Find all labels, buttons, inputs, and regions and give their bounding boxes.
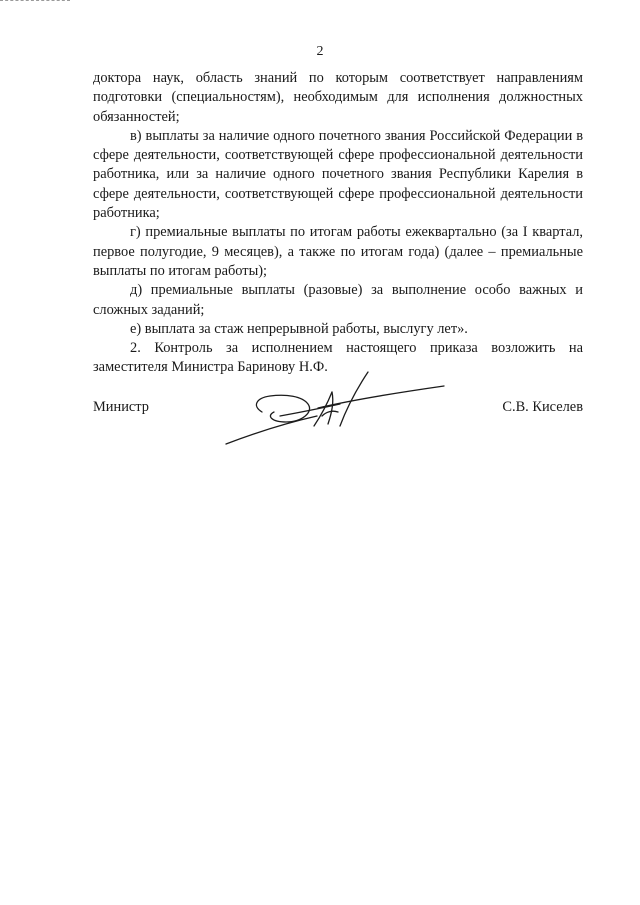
signatory-name: С.В. Киселев (502, 399, 583, 415)
paragraph-control-clause: 2. Контроль за исполнением настоящего приказа возложить на заместителя Министра Баринову Н.Ф. (93, 340, 583, 376)
handwritten-signature (222, 366, 448, 450)
top-edge-rule (0, 0, 70, 3)
paragraph-item-e: е) выплата за стаж непрерывной работы, выслугу лет». (130, 320, 468, 337)
paragraph-item-v: в) выплаты за наличие одного почетного звания Российской Федерации в сфере деятельности, соответствующей сфере профессиональной деятельности работника, или за наличие одного почетного звания Республики Карелия в сфере деятельности, соответствующей сфере профессиональной деятельности работника; (93, 127, 583, 222)
paragraph-item-g: г) премиальные выплаты по итогам работы ежеквартально (за I квартал, первое полугодие, 9 месяцев), а также по итогам года) (далее – премиальные выплаты по итогам работы); (93, 224, 583, 279)
signatory-title: Министр (93, 399, 149, 415)
paragraph-continuation: доктора наук, область знаний по которым соответствует направлениям подготовки (специальностям), необходимым для исполнения должностных обязанностей; (93, 70, 583, 125)
paragraph-item-d: д) премиальные выплаты (разовые) за выполнение особо важных и сложных заданий; (93, 282, 583, 318)
document-body (93, 69, 583, 378)
page-number: 2 (316, 44, 324, 59)
